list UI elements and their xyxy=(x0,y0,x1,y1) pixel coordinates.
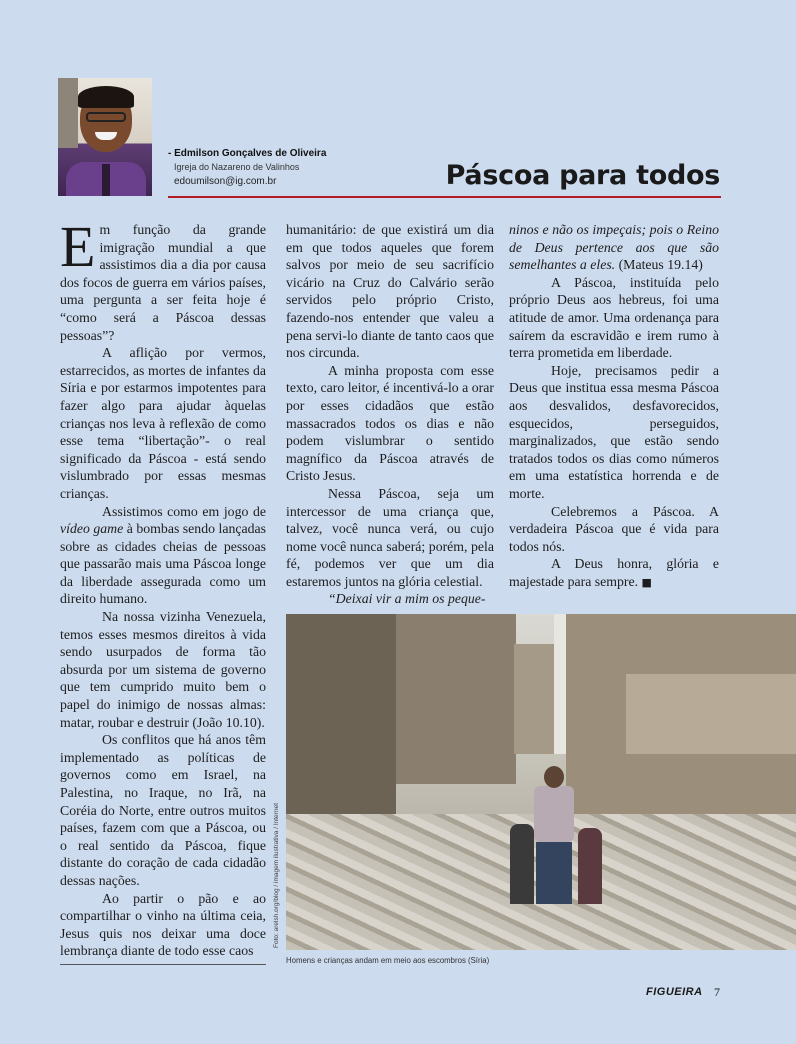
article-photo xyxy=(286,614,796,950)
paragraph: humanitário: de que existirá um dia em que todos aqueles que forem salvos por meio de seu sacrifício vicário na Cruz do Calvário serão servidos pelo próprio Cristo, fazendo-nos entender que valeu a pena servi-lo diante de tanto caos que nos circunda. xyxy=(286,222,494,361)
quote-start: “Deixai vir a mim os peque- xyxy=(328,591,486,607)
paragraph: Na nossa vizinha Venezuela, temos esses mesmos direitos à vida sendo usurpados de forma tão absurda por um sistema de governo que tem cumprido muito bem o papel do inimigo de nossas almas: matar, roubar e destruir (João 10.10). xyxy=(60,609,266,730)
paragraph: Hoje, precisamos pedir a Deus que institua essa mesma Páscoa aos desvalidos, desfavorecidos, esquecidos, perseguidos, marginalizados, que estão sendo tratados todos os dias como números em uma estatística horrenda e de morte. xyxy=(509,362,719,501)
photo-credit: Foto: arelsh.org/blog / imagem ilustrativa / Internet xyxy=(273,803,280,948)
paragraph: A minha proposta com esse texto, caro leitor, é incentivá-lo a orar por esses cidadãos que estão massacrados todos os dias e não podem vislumbrar o sentido magnífico da Páscoa através de Cristo Jesus. xyxy=(286,362,494,484)
article-column-3 xyxy=(509,221,719,591)
article-column-1 xyxy=(60,214,266,960)
author-photo xyxy=(58,78,152,196)
column-divider xyxy=(60,964,266,965)
paragraph: A Deus honra, glória e majestade para sempre. ■ xyxy=(509,556,719,589)
paragraph: Ao partir o pão e ao compartilhar o vinho na última ceia, Jesus quis nos deixar uma doce lembrança diante de todo esse caos xyxy=(60,890,266,959)
paragraph: Nessa Páscoa, seja um intercessor de uma criança que, talvez, você nunca verá, ou cujo nome você nunca saberá; porém, pela fé, podemos ver que um dia estaremos juntos na glória celestial. xyxy=(286,485,494,589)
drop-cap: E xyxy=(60,214,96,279)
paragraph: Em função da grande imigração mundial a que assistimos dia a dia por causa dos focos de guerra em vários países, uma pergunta a ser feita hoje é “como será a Páscoa dessas pessoas”? xyxy=(60,214,266,343)
paragraph: Assistimos como em jogo de vídeo game à bombas sendo lançadas sobre as cidades cheias de pessoas que passarão mais uma Páscoa longe da liberdade assegurada como um direito humano. xyxy=(60,503,266,607)
paragraph: Os conflitos que há anos têm implementado as políticas de governos como em Israel, na Palestina, no Iraque, no Irã, na Coréia do Norte, entre outros muitos países, fazem com que a Páscoa, ou o real sentido da Páscoa, fique distante do coração de cada cidadão dessas nações. xyxy=(60,732,266,888)
quote-continuation: ninos e não os impeçais; pois o Reino de Deus pertence aos que são semelhantes a eles. (Mateus 19.14) xyxy=(509,222,719,273)
paragraph: A Páscoa, instituída pelo próprio Deus aos hebreus, foi uma atitude de amor. Uma ordenança para saírem da escravidão e irem rumo à terra prometida em liberdade. xyxy=(509,274,719,361)
paragraph: A aflição por vermos, estarrecidos, as mortes de infantes da Síria e por estarmos impotentes para fazer algo para ajudar àquelas crianças nos leva à reflexão de como esse tema “libertação”- o real significado da Páscoa - está sendo vislumbrado por essas mesmas crianças. xyxy=(60,345,266,501)
author-name: - Edmilson Gonçalves de Oliveira xyxy=(168,148,327,159)
article-title: Páscoa para todos xyxy=(445,160,720,191)
magazine-logo: FIGUEIRA xyxy=(646,986,703,998)
end-mark-icon: ■ xyxy=(641,575,652,589)
author-church: Igreja do Nazareno de Valinhos xyxy=(174,162,300,172)
title-divider xyxy=(168,196,721,198)
paragraph: Celebremos a Páscoa. A verdadeira Páscoa que é vida para todos nós. xyxy=(509,503,719,554)
author-email[interactable]: edoumilson@ig.com.br xyxy=(174,176,277,187)
page-number: 7 xyxy=(714,985,720,999)
photo-caption: Homens e crianças andam em meio aos escombros (Síria) xyxy=(286,956,490,965)
article-column-2 xyxy=(286,221,494,608)
